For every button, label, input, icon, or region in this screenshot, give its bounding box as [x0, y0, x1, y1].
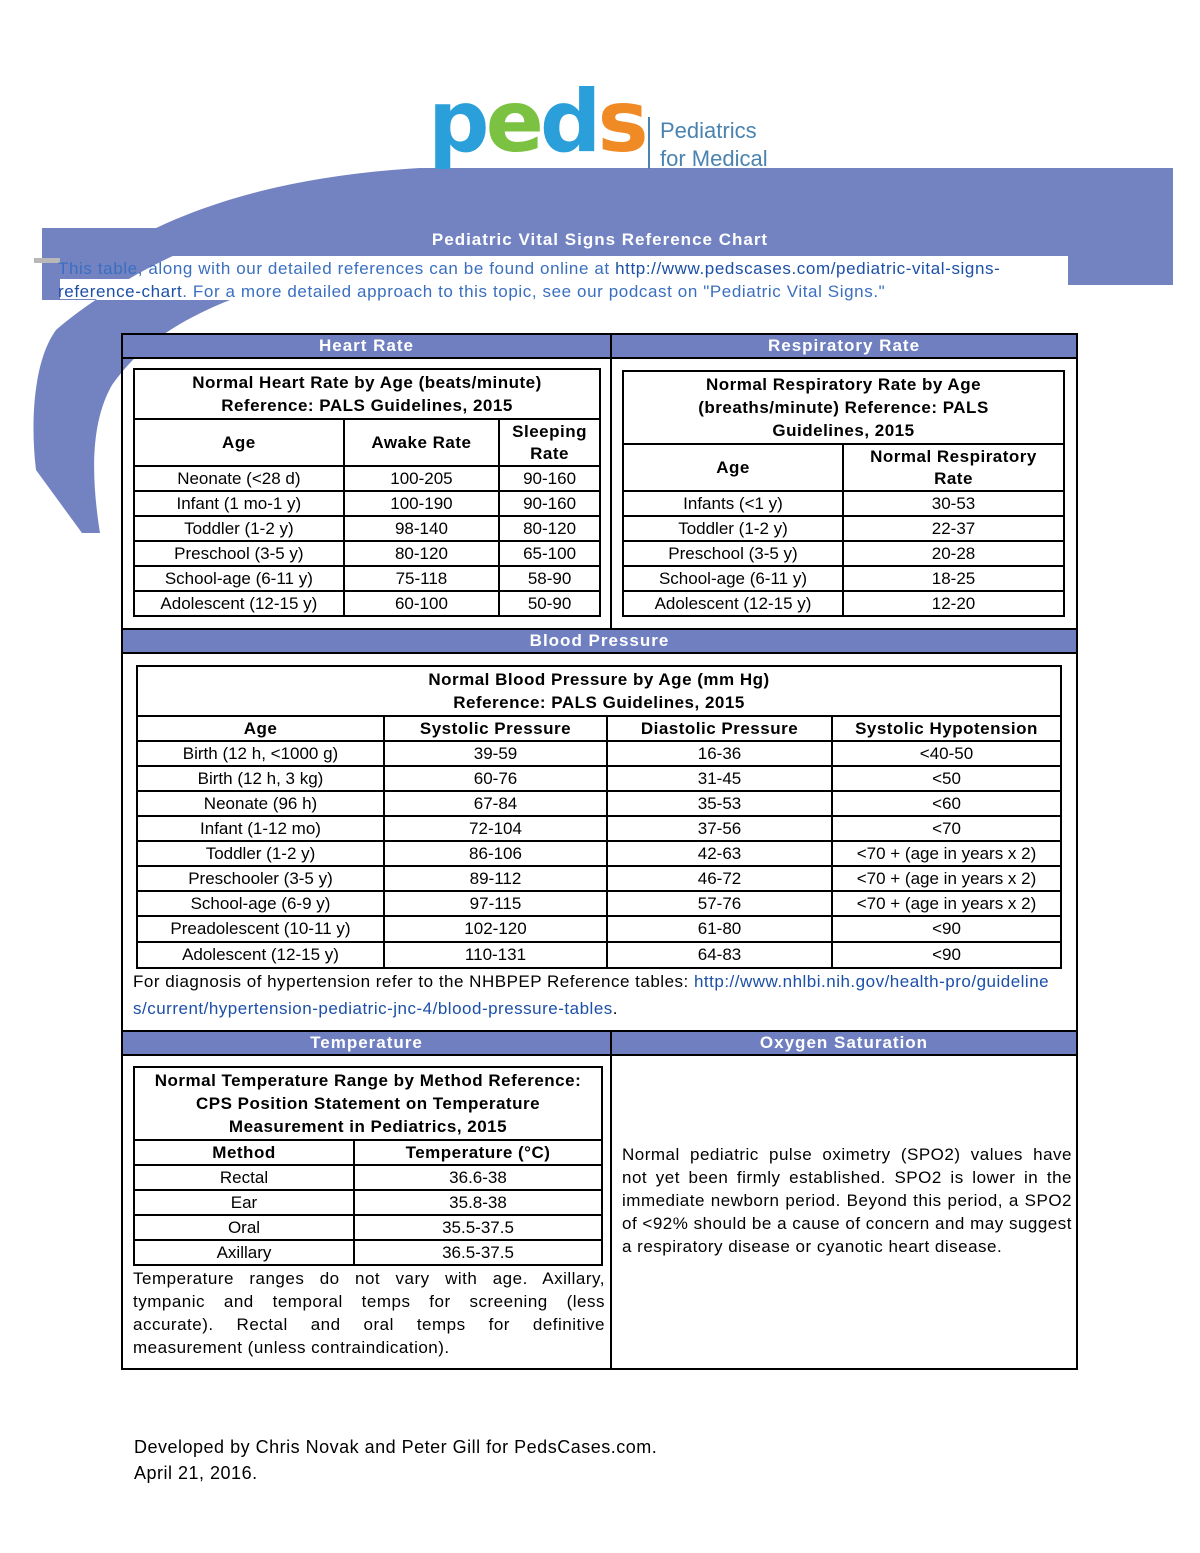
table-cell: Infant (1-12 mo) — [137, 816, 384, 841]
reference-chart-link[interactable]: http://www.pedscases.com/pediatric-vital-signs-reference-chart — [58, 259, 1001, 301]
table-cell: School-age (6-11 y) — [134, 566, 344, 591]
table-row — [623, 541, 1064, 566]
hr-rr-divider — [610, 333, 612, 630]
blood-pressure-caption — [137, 666, 1061, 716]
table-cell: Adolescent (12-15 y) — [134, 591, 344, 616]
table-row — [137, 891, 1061, 916]
table-cell: 12-20 — [843, 591, 1064, 616]
table-cell: 35.5-37.5 — [354, 1215, 602, 1240]
table-row — [134, 591, 600, 616]
table-cell: Infants (<1 y) — [623, 491, 843, 516]
bp-col-hypotension: Systolic Hypotension — [832, 716, 1061, 741]
logo-letter-p: p — [428, 74, 486, 170]
table-cell: Adolescent (12-15 y) — [623, 591, 843, 616]
table-cell: 61-80 — [607, 916, 832, 942]
table-cell: 37-56 — [607, 816, 832, 841]
table-cell: 110-131 — [384, 942, 607, 968]
blood-pressure-table — [136, 665, 1062, 969]
table-cell: Toddler (1-2 y) — [134, 516, 344, 541]
hypertension-note-text: For diagnosis of hypertension refer to the NHBPEP Reference tables: — [133, 972, 694, 991]
table-cell: Preschooler (3-5 y) — [137, 866, 384, 891]
table-cell: 89-112 — [384, 866, 607, 891]
temp-col-method: Method — [134, 1140, 354, 1165]
respiratory-rate-caption: Normal Respiratory Rate by Age (breaths/minute) Reference: PALS Guidelines, 2015 — [623, 371, 1064, 444]
table-row — [134, 1215, 602, 1240]
table-cell: <60 — [832, 791, 1061, 816]
table-row — [137, 791, 1061, 816]
table-cell: 16-36 — [607, 741, 832, 766]
bp-col-age: Age — [137, 716, 384, 741]
table-cell: Ear — [134, 1190, 354, 1215]
table-cell: 22-37 — [843, 516, 1064, 541]
table-cell: 67-84 — [384, 791, 607, 816]
table-row — [134, 1190, 602, 1215]
table-cell: <90 — [832, 942, 1061, 968]
table-row — [134, 466, 600, 491]
table-cell: Preadolescent (10-11 y) — [137, 916, 384, 942]
hypertension-note — [133, 968, 1063, 1022]
table-cell: 35-53 — [607, 791, 832, 816]
table-cell: 31-45 — [607, 766, 832, 791]
table-cell: <70 + (age in years x 2) — [832, 866, 1061, 891]
logo-letter-d: d — [539, 74, 598, 170]
footer — [134, 1434, 657, 1486]
table-cell: 100-205 — [344, 466, 499, 491]
table-cell: 65-100 — [499, 541, 600, 566]
table-row — [137, 816, 1061, 841]
hypertension-note-end: . — [612, 999, 619, 1018]
table-cell: 90-160 — [499, 466, 600, 491]
table-row — [137, 766, 1061, 791]
table-cell: 30-53 — [843, 491, 1064, 516]
rr-col-age: Age — [623, 444, 843, 491]
footer-credit: Developed by Chris Novak and Peter Gill for PedsCases.com. — [134, 1437, 658, 1457]
table-row — [134, 516, 600, 541]
table-cell: Rectal — [134, 1165, 354, 1190]
table-cell: Neonate (96 h) — [137, 791, 384, 816]
bp-col-diastolic: Diastolic Pressure — [607, 716, 832, 741]
table-cell: 98-140 — [344, 516, 499, 541]
oxygen-saturation-header: Oxygen Saturation — [612, 1032, 1076, 1056]
intro-text: This table, along with our detailed references can be found online at — [58, 259, 616, 278]
table-row — [137, 741, 1061, 766]
blood-pressure-header: Blood Pressure — [123, 630, 1076, 654]
table-cell: 57-76 — [607, 891, 832, 916]
bp-col-systolic: Systolic Pressure — [384, 716, 607, 741]
logo-letter-s: s — [597, 74, 645, 170]
hr-col-sleeping: Sleeping Rate — [499, 419, 600, 466]
table-cell: <70 + (age in years x 2) — [832, 841, 1061, 866]
table-row — [137, 841, 1061, 866]
table-cell: School-age (6-11 y) — [623, 566, 843, 591]
rr-col-rate: Normal Respiratory Rate — [843, 444, 1064, 491]
table-cell: 60-76 — [384, 766, 607, 791]
logo-tagline — [648, 117, 800, 169]
table-cell: 72-104 — [384, 816, 607, 841]
table-cell: 102-120 — [384, 916, 607, 942]
table-row — [134, 566, 600, 591]
temp-oxygen-divider — [610, 1030, 612, 1370]
table-cell: 35.8-38 — [354, 1190, 602, 1215]
table-cell: Axillary — [134, 1240, 354, 1265]
table-cell: 75-118 — [344, 566, 499, 591]
table-cell: 97-115 — [384, 891, 607, 916]
table-cell: 46-72 — [607, 866, 832, 891]
table-cell: Birth (12 h, <1000 g) — [137, 741, 384, 766]
table-cell: 58-90 — [499, 566, 600, 591]
table-row — [623, 491, 1064, 516]
table-row — [137, 866, 1061, 891]
table-row — [134, 1165, 602, 1190]
temp-col-temperature: Temperature (°C) — [354, 1140, 602, 1165]
logo-letter-e: e — [485, 74, 540, 170]
table-cell: 60-100 — [344, 591, 499, 616]
table-cell: 39-59 — [384, 741, 607, 766]
table-cell: Birth (12 h, 3 kg) — [137, 766, 384, 791]
table-cell: <90 — [832, 916, 1061, 942]
table-cell: 80-120 — [499, 516, 600, 541]
table-cell: School-age (6-9 y) — [137, 891, 384, 916]
nhbpep-link[interactable]: http://www.nhlbi.nih.gov/health-pro/guidelines/current/hypertension-pediatric-jnc-4/blood-pressure-tables — [133, 972, 1050, 1018]
table-cell: <70 + (age in years x 2) — [832, 891, 1061, 916]
intro-text-after: . For a more detailed approach to this topic, see our podcast on "Pediatric Vital Signs." — [182, 282, 886, 301]
table-row — [623, 566, 1064, 591]
table-cell: 90-160 — [499, 491, 600, 516]
table-cell: 36.5-37.5 — [354, 1240, 602, 1265]
table-cell: 86-106 — [384, 841, 607, 866]
table-cell: 20-28 — [843, 541, 1064, 566]
footer-date: April 21, 2016. — [134, 1463, 258, 1483]
heart-rate-caption: Normal Heart Rate by Age (beats/minute) Reference: PALS Guidelines, 2015 — [134, 369, 600, 419]
table-cell: 42-63 — [607, 841, 832, 866]
respiratory-rate-table — [622, 370, 1065, 617]
table-cell: <70 — [832, 816, 1061, 841]
table-row — [134, 491, 600, 516]
temperature-caption: Normal Temperature Range by Method Reference: CPS Position Statement on Temperature Measurement in Pediatrics, 2015 — [134, 1067, 602, 1140]
table-row — [134, 541, 600, 566]
table-cell: Adolescent (12-15 y) — [137, 942, 384, 968]
bp-caption-line-1: Normal Blood Pressure by Age (mm Hg) — [428, 670, 770, 689]
table-cell: 64-83 — [607, 942, 832, 968]
table-row — [137, 942, 1061, 968]
table-cell: Oral — [134, 1215, 354, 1240]
hr-col-age: Age — [134, 419, 344, 466]
respiratory-rate-header: Respiratory Rate — [612, 335, 1076, 359]
table-cell: Infant (1 mo-1 y) — [134, 491, 344, 516]
temperature-table — [133, 1066, 603, 1266]
table-row — [623, 516, 1064, 541]
table-cell: 80-120 — [344, 541, 499, 566]
hr-col-awake: Awake Rate — [344, 419, 499, 466]
table-cell: 50-90 — [499, 591, 600, 616]
tagline-line-1: Pediatrics — [660, 118, 757, 143]
table-cell: 36.6-38 — [354, 1165, 602, 1190]
table-row — [134, 1240, 602, 1265]
heart-rate-header: Heart Rate — [123, 335, 610, 359]
peds-logo — [428, 74, 645, 170]
page-title: Pediatric Vital Signs Reference Chart — [431, 230, 769, 249]
temperature-note: Temperature ranges do not vary with age. Axillary, tympanic and temporal temps for screening (less accurate). Rectal and oral temps for definitive measurement (unless contraindication). — [133, 1269, 605, 1357]
oxygen-saturation-text: Normal pediatric pulse oximetry (SPO2) values have not yet been firmly established. SPO2 is lower in the immediate newborn period. Beyond this period, a SPO2 of <92% should be a cause of concern and may suggest a respiratory disease or cyanotic heart disease. — [622, 1145, 1072, 1256]
table-cell: Neonate (<28 d) — [134, 466, 344, 491]
table-cell: Toddler (1-2 y) — [623, 516, 843, 541]
bp-caption-line-2: Reference: PALS Guidelines, 2015 — [453, 693, 745, 712]
table-cell: Preschool (3-5 y) — [134, 541, 344, 566]
intro-paragraph — [58, 257, 1068, 303]
tagline-line-2: for Medical — [660, 146, 768, 169]
table-cell: Toddler (1-2 y) — [137, 841, 384, 866]
table-cell: <40-50 — [832, 741, 1061, 766]
table-cell: 100-190 — [344, 491, 499, 516]
temperature-header: Temperature — [123, 1032, 610, 1056]
table-cell: <50 — [832, 766, 1061, 791]
heart-rate-table — [133, 368, 601, 617]
table-cell: 18-25 — [843, 566, 1064, 591]
table-cell: Preschool (3-5 y) — [623, 541, 843, 566]
table-row — [137, 916, 1061, 942]
table-row — [623, 591, 1064, 616]
